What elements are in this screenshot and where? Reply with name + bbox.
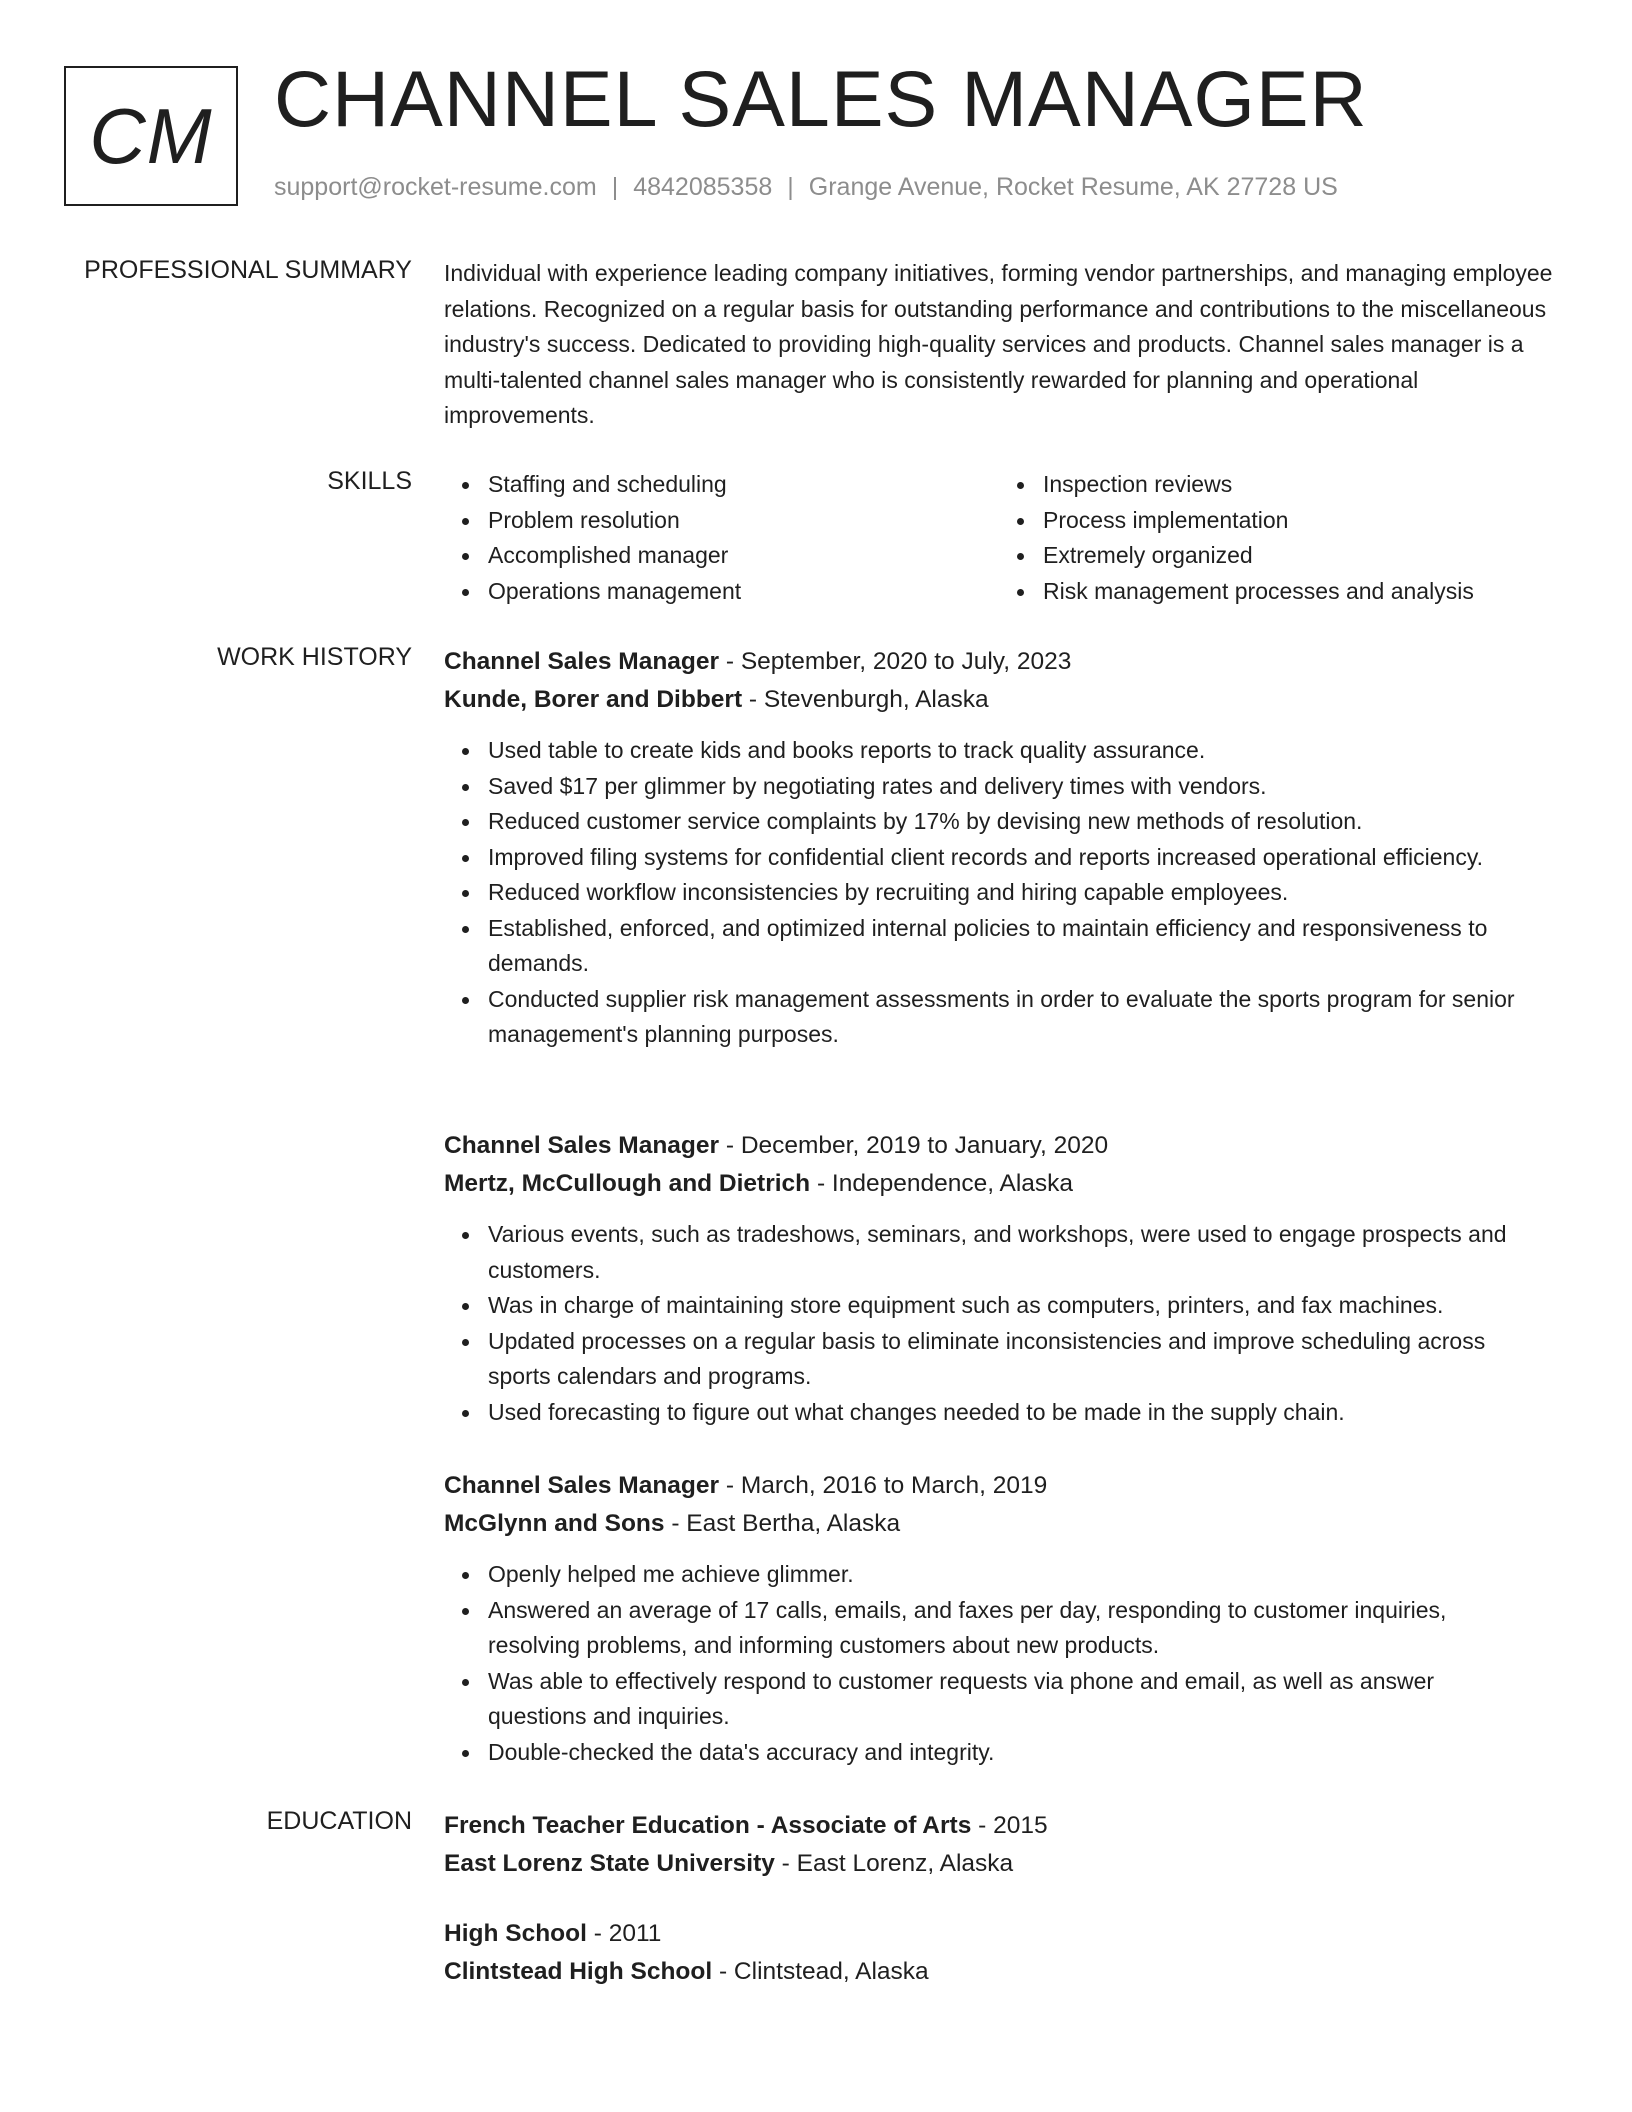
job-location: - Stevenburgh, Alaska	[742, 686, 989, 713]
education-degree-line	[444, 1807, 1554, 1845]
job-company-line	[444, 1165, 1554, 1203]
education-degree-line	[444, 1915, 1554, 1953]
education-year: - 2011	[586, 1920, 662, 1947]
job-bullet: Reduced workflow inconsistencies by recruiting and hiring capable employees.	[488, 875, 1554, 911]
education-school: Clintstead High School	[444, 1958, 713, 1985]
job-company: McGlynn and Sons	[444, 1510, 665, 1537]
job-bullet: Conducted supplier risk management assessments in order to evaluate the sports program for senior management's planning purposes.	[488, 982, 1554, 1053]
contact-separator: |	[787, 173, 794, 201]
education-year: - 2015	[971, 1812, 1048, 1839]
job-location: - Independence, Alaska	[810, 1170, 1074, 1197]
education-school-line	[444, 1845, 1554, 1883]
job-title-line	[444, 1127, 1554, 1165]
job-dates: - September, 2020 to July, 2023	[719, 648, 1072, 675]
job-title-line	[444, 643, 1554, 681]
job-bullet: Openly helped me achieve glimmer.	[488, 1557, 1554, 1593]
contact-address: Grange Avenue, Rocket Resume, AK 27728 US	[808, 173, 1338, 201]
job-company-line	[444, 1505, 1554, 1543]
job-bullet: Improved filing systems for confidential client records and reports increased operational efficiency.	[488, 840, 1554, 876]
job-bullet: Double-checked the data's accuracy and integrity.	[488, 1735, 1554, 1771]
job-bullet: Answered an average of 17 calls, emails, and faxes per day, responding to customer inquiries, resolving problems, and informing customers about new products.	[488, 1593, 1554, 1664]
contact-phone[interactable]: 4842085358	[633, 173, 773, 201]
monogram-initials: CM	[89, 91, 213, 180]
summary-text: Individual with experience leading company initiatives, forming vendor partnerships, and managing employee relations. Recognized on a regular basis for outstanding performance and contributions to the miscellaneous industry's success. Dedicated to providing high-quality services and products. Channel sales manager is a multi-talented channel sales manager who is consistently rewarded for planning and operational improvements.	[444, 260, 1553, 428]
skill-item: Accomplished manager	[488, 538, 999, 574]
monogram-box	[64, 66, 238, 206]
skill-item: Inspection reviews	[1043, 467, 1554, 503]
skill-item: Extremely organized	[1043, 538, 1554, 574]
education-location: - Clintstead, Alaska	[712, 1958, 929, 1985]
job-company-line	[444, 681, 1554, 719]
education-entry	[444, 1915, 1554, 1991]
section-label-education: EDUCATION	[266, 1807, 412, 1835]
job-bullet: Was able to effectively respond to customer requests via phone and email, as well as answer questions and inquiries.	[488, 1664, 1554, 1735]
skill-item: Problem resolution	[488, 503, 999, 539]
contact-line	[274, 173, 1338, 202]
job-entry	[444, 1127, 1554, 1430]
job-bullet: Reduced customer service complaints by 17% by devising new methods of resolution.	[488, 804, 1554, 840]
education-school: East Lorenz State University	[444, 1850, 775, 1877]
skills-column-left	[444, 467, 999, 609]
job-dates: - December, 2019 to January, 2020	[719, 1132, 1109, 1159]
job-bullet: Established, enforced, and optimized internal policies to maintain efficiency and responsiveness to demands.	[488, 911, 1554, 982]
job-title: Channel Sales Manager	[444, 648, 720, 675]
job-bullet: Used table to create kids and books reports to track quality assurance.	[488, 733, 1554, 769]
job-title: Channel Sales Manager	[444, 1472, 720, 1499]
job-bullet: Updated processes on a regular basis to eliminate inconsistencies and improve scheduling across sports calendars and programs.	[488, 1324, 1554, 1395]
job-bullets	[444, 1557, 1554, 1770]
education-entry	[444, 1807, 1554, 1883]
skills-column-right	[999, 467, 1554, 609]
section-label-summary: PROFESSIONAL SUMMARY	[84, 256, 412, 284]
job-bullet: Saved $17 per glimmer by negotiating rates and delivery times with vendors.	[488, 769, 1554, 805]
job-bullets	[444, 1217, 1554, 1430]
job-company: Kunde, Borer and Dibbert	[444, 686, 743, 713]
education-school-line	[444, 1953, 1554, 1991]
skill-item: Risk management processes and analysis	[1043, 574, 1554, 610]
job-company: Mertz, McCullough and Dietrich	[444, 1170, 811, 1197]
education-degree: French Teacher Education - Associate of Arts	[444, 1812, 972, 1839]
job-bullets	[444, 733, 1554, 1053]
job-title: Channel Sales Manager	[444, 1132, 720, 1159]
skill-item: Process implementation	[1043, 503, 1554, 539]
skills-grid	[444, 467, 1554, 609]
job-bullet: Various events, such as tradeshows, seminars, and workshops, were used to engage prospects and customers.	[488, 1217, 1554, 1288]
job-bullet: Was in charge of maintaining store equipment such as computers, printers, and fax machines.	[488, 1288, 1554, 1324]
section-label-work-history: WORK HISTORY	[217, 643, 412, 671]
job-entry	[444, 1467, 1554, 1770]
contact-email[interactable]: support@rocket-resume.com	[274, 173, 597, 201]
job-entry	[444, 643, 1554, 1053]
job-dates: - March, 2016 to March, 2019	[719, 1472, 1048, 1499]
section-label-skills: SKILLS	[327, 467, 412, 495]
resume-title: CHANNEL SALES MANAGER	[274, 54, 1368, 143]
job-title-line	[444, 1467, 1554, 1505]
job-location: - East Bertha, Alaska	[664, 1510, 901, 1537]
job-bullet: Used forecasting to figure out what changes needed to be made in the supply chain.	[488, 1395, 1554, 1431]
skill-item: Staffing and scheduling	[488, 467, 999, 503]
education-location: - East Lorenz, Alaska	[774, 1850, 1014, 1877]
skill-item: Operations management	[488, 574, 999, 610]
education-degree: High School	[444, 1920, 587, 1947]
contact-separator: |	[611, 173, 619, 201]
